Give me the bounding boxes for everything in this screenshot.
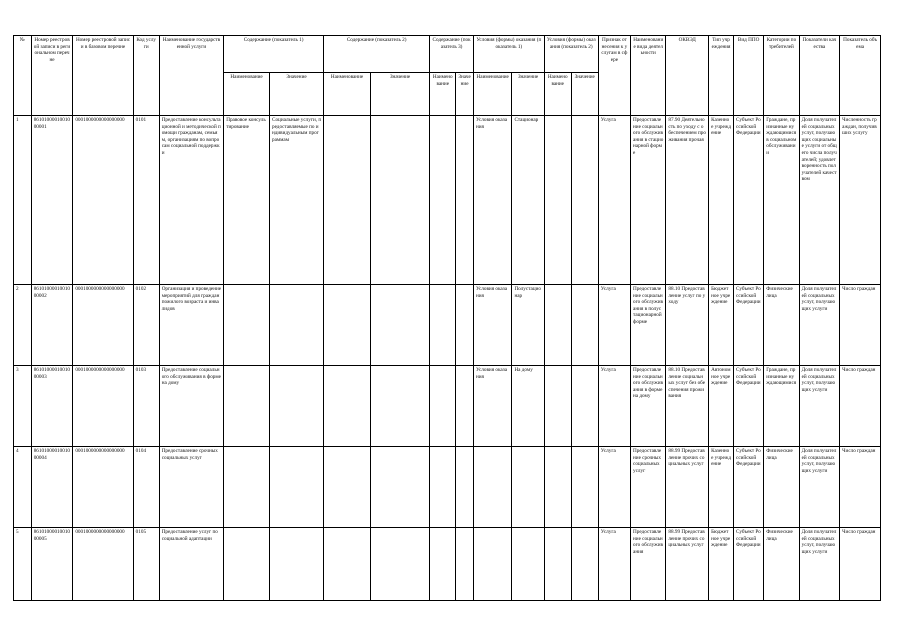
cell-activity-type: Предоставление социального обслуживания xyxy=(631,528,666,601)
cell-service-code: 0102 xyxy=(133,285,159,366)
cell-ppo: Субъект Российской Федерации xyxy=(734,528,764,601)
header-volume: Показатель объема xyxy=(840,36,881,116)
subheader-content-3-value: Значение xyxy=(456,73,474,116)
cell-volume: Число граждан xyxy=(840,528,881,601)
cell-recipients: Казенное учреждение xyxy=(709,447,734,528)
table-row xyxy=(14,528,881,601)
cell-conditions-1-value xyxy=(512,447,544,528)
cell-num: 4 xyxy=(14,447,32,528)
cell-content-1-name: Правовое консультирование xyxy=(224,116,270,285)
cell-base-registry-number: 0001000000000000000 xyxy=(73,116,133,285)
cell-activity-type: Предоставление социального обслуживания в полустационарной форме xyxy=(631,285,666,366)
header-registry-number: Номер реестровой записи в региональном перечне xyxy=(31,36,73,116)
cell-conditions-2-name xyxy=(544,366,571,447)
cell-content-3-value xyxy=(456,116,474,285)
cell-categories: Физические лица xyxy=(764,528,799,601)
cell-conditions-2-value xyxy=(571,366,598,447)
cell-base-registry-number: 0001000000000000000 xyxy=(73,528,133,601)
cell-num: 2 xyxy=(14,285,32,366)
header-categories: Категории потребителей xyxy=(764,36,799,116)
table-row xyxy=(14,447,881,528)
cell-quality: Доля получателей социальных услуг, получающих социальные услуги от общего числа получателей; удовлетворенность получателей качеством xyxy=(799,116,840,285)
header-activity-type: Наименование вида деятельности xyxy=(631,36,666,116)
header-num: № xyxy=(14,36,32,116)
cell-content-2-value xyxy=(370,285,429,366)
subheader-content-1-name: Наименование xyxy=(224,73,270,116)
registry-table xyxy=(13,35,881,601)
subheader-content-3-name: Наименование xyxy=(430,73,456,116)
cell-registry-number: 8610100001001000004 xyxy=(31,447,73,528)
cell-service-code: 0105 xyxy=(133,528,159,601)
cell-okved: 87.90 Деятельность по уходу с обеспечением проживания прочая xyxy=(666,116,709,285)
cell-registry-number: 8610100001001000003 xyxy=(31,366,73,447)
cell-service-name: Предоставление социального обслуживания в форме на дому xyxy=(159,366,224,447)
table-row xyxy=(14,366,881,447)
cell-okved: 88.10 Предоставление услуг по уходу xyxy=(666,285,709,366)
registry-document xyxy=(13,35,881,601)
cell-sign: Услуга xyxy=(598,528,630,601)
cell-conditions-2-name xyxy=(544,447,571,528)
cell-base-registry-number: 0001000000000000000 xyxy=(73,366,133,447)
cell-registry-number: 8610100001001000002 xyxy=(31,285,73,366)
cell-content-2-value xyxy=(370,116,429,285)
cell-volume: Число граждан xyxy=(840,285,881,366)
header-conditions-2: Условия (формы) оказания (показатель 2) xyxy=(544,36,598,73)
cell-categories: Физические лица xyxy=(764,285,799,366)
cell-content-3-value xyxy=(456,447,474,528)
subheader-content-2-value: Значение xyxy=(370,73,429,116)
cell-service-name: Организация и проведение мероприятий для граждан пожилого возраста и инвалидов xyxy=(159,285,224,366)
cell-conditions-2-value xyxy=(571,528,598,601)
cell-activity-type: Предоставление срочных социальных услуг xyxy=(631,447,666,528)
cell-content-2-value xyxy=(370,366,429,447)
cell-recipients: Бюджетное учреждение xyxy=(709,285,734,366)
header-base-registry-number: Номер реестровой записи в базовом перечне xyxy=(73,36,133,116)
cell-ppo: Субъект Российской Федерации xyxy=(734,116,764,285)
cell-conditions-1-value: Стационар xyxy=(512,116,544,285)
subheader-conditions-1-value: Значение xyxy=(512,73,544,116)
cell-conditions-1-value: На дому xyxy=(512,366,544,447)
cell-num: 3 xyxy=(14,366,32,447)
cell-content-2-name xyxy=(324,447,371,528)
cell-content-1-name xyxy=(224,285,270,366)
cell-content-1-value xyxy=(269,285,323,366)
cell-content-1-value: Социальные услуги, предоставляемые по индивидуальным программам xyxy=(269,116,323,285)
header-recipients: Тип учреждения xyxy=(709,36,734,116)
cell-volume: Численность граждан, получивших услугу xyxy=(840,116,881,285)
cell-num: 5 xyxy=(14,528,32,601)
cell-quality: Доля получателей социальных услуг, получающих услуги xyxy=(799,447,840,528)
cell-ppo: Субъект Российской Федерации xyxy=(734,447,764,528)
cell-categories: Граждане, признанные нуждающимися xyxy=(764,366,799,447)
cell-base-registry-number: 0001000000000000000 xyxy=(73,285,133,366)
cell-okved: 88.99 Предоставление прочих социальных услуг xyxy=(666,447,709,528)
table-row xyxy=(14,116,881,285)
header-conditions-1: Условия (формы) оказания (показатель 1) xyxy=(473,36,544,73)
cell-sign: Услуга xyxy=(598,116,630,285)
cell-registry-number: 8610100001001000005 xyxy=(31,528,73,601)
cell-service-name: Предоставление консультационной и методической помощи гражданам, семьям, организациям по вопросам социальной поддержки xyxy=(159,116,224,285)
cell-recipients: Казенное учреждение xyxy=(709,116,734,285)
cell-service-name: Предоставление срочных социальных услуг xyxy=(159,447,224,528)
cell-sign: Услуга xyxy=(598,447,630,528)
cell-sign: Услуга xyxy=(598,366,630,447)
table-row xyxy=(14,285,881,366)
cell-conditions-2-value xyxy=(571,447,598,528)
cell-content-1-value xyxy=(269,528,323,601)
header-content-1: Содержание (показатель 1) xyxy=(224,36,324,73)
cell-ppo: Субъект Российской Федерации xyxy=(734,366,764,447)
cell-service-code: 0101 xyxy=(133,116,159,285)
cell-conditions-2-value xyxy=(571,116,598,285)
header-ppo: Вид ППО xyxy=(734,36,764,116)
cell-registry-number: 8610100001001000001 xyxy=(31,116,73,285)
cell-content-2-name xyxy=(324,285,371,366)
header-okved: ОКВЭД xyxy=(666,36,709,116)
header-content-2: Содержание (показатель 2) xyxy=(324,36,430,73)
subheader-conditions-2-value: Значение xyxy=(571,73,598,116)
cell-content-3-value xyxy=(456,528,474,601)
subheader-content-1-value: Значение xyxy=(269,73,323,116)
cell-content-1-value xyxy=(269,366,323,447)
cell-base-registry-number: 0001000000000000000 xyxy=(73,447,133,528)
cell-quality: Доля получателей социальных услуг, получающих услуги xyxy=(799,366,840,447)
header-service-code: Код услуги xyxy=(133,36,159,116)
cell-content-3-name xyxy=(430,528,456,601)
cell-conditions-1-name xyxy=(473,528,512,601)
cell-conditions-2-name xyxy=(544,116,571,285)
cell-content-2-name xyxy=(324,366,371,447)
cell-content-1-name xyxy=(224,447,270,528)
cell-conditions-1-name xyxy=(473,447,512,528)
subheader-conditions-2-name: Наименование xyxy=(544,73,571,116)
cell-sign: Услуга xyxy=(598,285,630,366)
header-service-name: Наименование государственной услуги xyxy=(159,36,224,116)
header-content-3: Содержание (показатель 3) xyxy=(430,36,474,73)
cell-content-3-name xyxy=(430,116,456,285)
cell-categories: Граждане, признанные нуждающимися в социальном обслуживании xyxy=(764,116,799,285)
cell-okved: 88.99 Предоставление прочих социальных услуг xyxy=(666,528,709,601)
cell-categories: Физические лица xyxy=(764,447,799,528)
cell-conditions-2-value xyxy=(571,285,598,366)
cell-content-1-name xyxy=(224,528,270,601)
cell-activity-type: Предоставление социального обслуживания в форме на дому xyxy=(631,366,666,447)
cell-conditions-1-value: Полустационар xyxy=(512,285,544,366)
cell-service-code: 0104 xyxy=(133,447,159,528)
cell-content-2-value xyxy=(370,447,429,528)
cell-service-code: 0103 xyxy=(133,366,159,447)
cell-content-2-value xyxy=(370,528,429,601)
cell-num: 1 xyxy=(14,116,32,285)
cell-conditions-1-name: Условия оказания xyxy=(473,366,512,447)
cell-conditions-1-name: Условия оказания xyxy=(473,116,512,285)
cell-content-1-value xyxy=(269,447,323,528)
cell-conditions-1-name: Условия оказания xyxy=(473,285,512,366)
cell-service-name: Предоставление услуг по социальной адаптации xyxy=(159,528,224,601)
header-sign: Признак отнесения к услугам в сфере xyxy=(598,36,630,116)
cell-okved: 88.10 Предоставление социальных услуг без обеспечения проживания xyxy=(666,366,709,447)
cell-content-1-name xyxy=(224,366,270,447)
cell-content-3-name xyxy=(430,447,456,528)
cell-volume: Число граждан xyxy=(840,447,881,528)
cell-activity-type: Предоставление социального обслуживания в стационарной форме xyxy=(631,116,666,285)
cell-recipients: Бюджетное учреждение xyxy=(709,528,734,601)
cell-conditions-2-name xyxy=(544,285,571,366)
cell-content-2-name xyxy=(324,528,371,601)
cell-quality: Доля получателей социальных услуг, получающих услуги xyxy=(799,285,840,366)
subheader-content-2-name: Наименование xyxy=(324,73,371,116)
cell-content-3-name xyxy=(430,366,456,447)
cell-content-2-name xyxy=(324,116,371,285)
cell-conditions-2-name xyxy=(544,528,571,601)
cell-volume: Число граждан xyxy=(840,366,881,447)
cell-content-3-value xyxy=(456,366,474,447)
cell-ppo: Субъект Российской Федерации xyxy=(734,285,764,366)
cell-quality: Доля получателей социальных услуг, получающих услуги xyxy=(799,528,840,601)
subheader-conditions-1-name: Наименование xyxy=(473,73,512,116)
cell-recipients: Автономное учреждение xyxy=(709,366,734,447)
cell-conditions-1-value xyxy=(512,528,544,601)
cell-content-3-value xyxy=(456,285,474,366)
header-quality: Показатели качества xyxy=(799,36,840,116)
cell-content-3-name xyxy=(430,285,456,366)
